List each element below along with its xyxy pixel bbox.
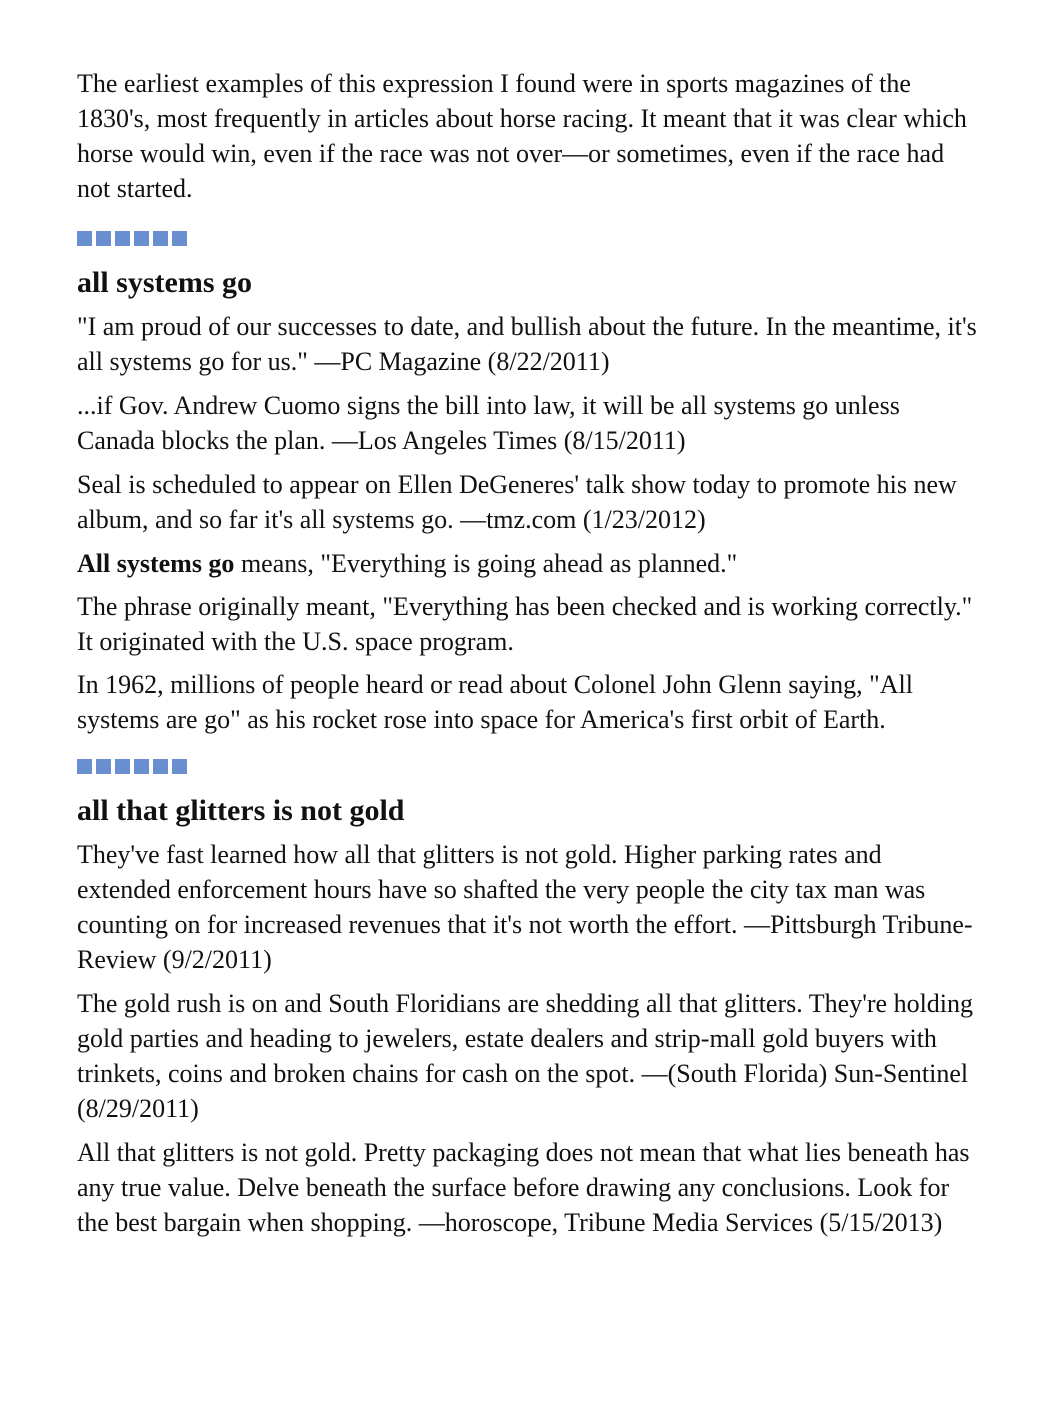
separator-square bbox=[134, 231, 149, 246]
separator-square bbox=[77, 759, 92, 774]
example-quote: Seal is scheduled to appear on Ellen DeGeneres' talk show today to promote his new album, and so far it's all systems go. —tmz.com (1/23/2012) bbox=[77, 470, 957, 534]
separator-square bbox=[96, 759, 111, 774]
example-quote: All that glitters is not gold. Pretty packaging does not mean that what lies beneath has any true value. Delve beneath the surface before drawing any conclusions. Look for the best bargain when shopping. —horoscope, Tribune Media Services (5/15/2013) bbox=[77, 1138, 970, 1237]
document-page bbox=[77, 66, 977, 1249]
separator-square bbox=[153, 231, 168, 246]
separator-square bbox=[134, 759, 149, 774]
separator-square bbox=[115, 231, 130, 246]
section-separator bbox=[77, 759, 977, 775]
separator-square bbox=[153, 759, 168, 774]
intro-paragraph: The earliest examples of this expression I found were in sports magazines of the 1830's, most frequently in articles about horse racing. It meant that it was clear which horse would win, even if the race was not over—or sometimes, even if the race had not started. bbox=[77, 69, 967, 203]
definition-term: All systems go bbox=[77, 549, 235, 578]
example-quote: The gold rush is on and South Floridians are shedding all that glitters. They're holding gold parties and heading to jewelers, estate dealers and strip-mall gold buyers with trinkets, coins and broken chains for cash on the spot. —(South Florida) Sun-Sentinel (8/29/2011) bbox=[77, 989, 974, 1123]
definition-paragraph bbox=[77, 546, 977, 581]
entry-headword: all systems go bbox=[77, 266, 252, 299]
example-quote: ...if Gov. Andrew Cuomo signs the bill into law, it will be all systems go unless Canada blocks the plan. —Los Angeles Times (8/15/2011) bbox=[77, 391, 900, 455]
separator-square bbox=[172, 231, 187, 246]
separator-square bbox=[172, 759, 187, 774]
example-quote: "I am proud of our successes to date, and bullish about the future. In the meantime, it's all systems go for us." —PC Magazine (8/22/2011) bbox=[77, 312, 977, 376]
section-separator bbox=[77, 231, 977, 247]
definition-text: means, "Everything is going ahead as planned." bbox=[234, 549, 738, 578]
example-quote: They've fast learned how all that glitters is not gold. Higher parking rates and extended enforcement hours have so shafted the very people the city tax man was counting on for increased revenues that it's not worth the effort. —Pittsburgh Tribune-Review (9/2/2011) bbox=[77, 840, 973, 974]
separator-square bbox=[96, 231, 111, 246]
origin-note: In 1962, millions of people heard or read about Colonel John Glenn saying, "All systems are go" as his rocket rose into space for America's first orbit of Earth. bbox=[77, 670, 913, 734]
separator-square bbox=[77, 231, 92, 246]
origin-note: The phrase originally meant, "Everything has been checked and is working correctly." It originated with the U.S. space program. bbox=[77, 592, 973, 656]
entry-headword: all that glitters is not gold bbox=[77, 794, 405, 827]
separator-square bbox=[115, 759, 130, 774]
